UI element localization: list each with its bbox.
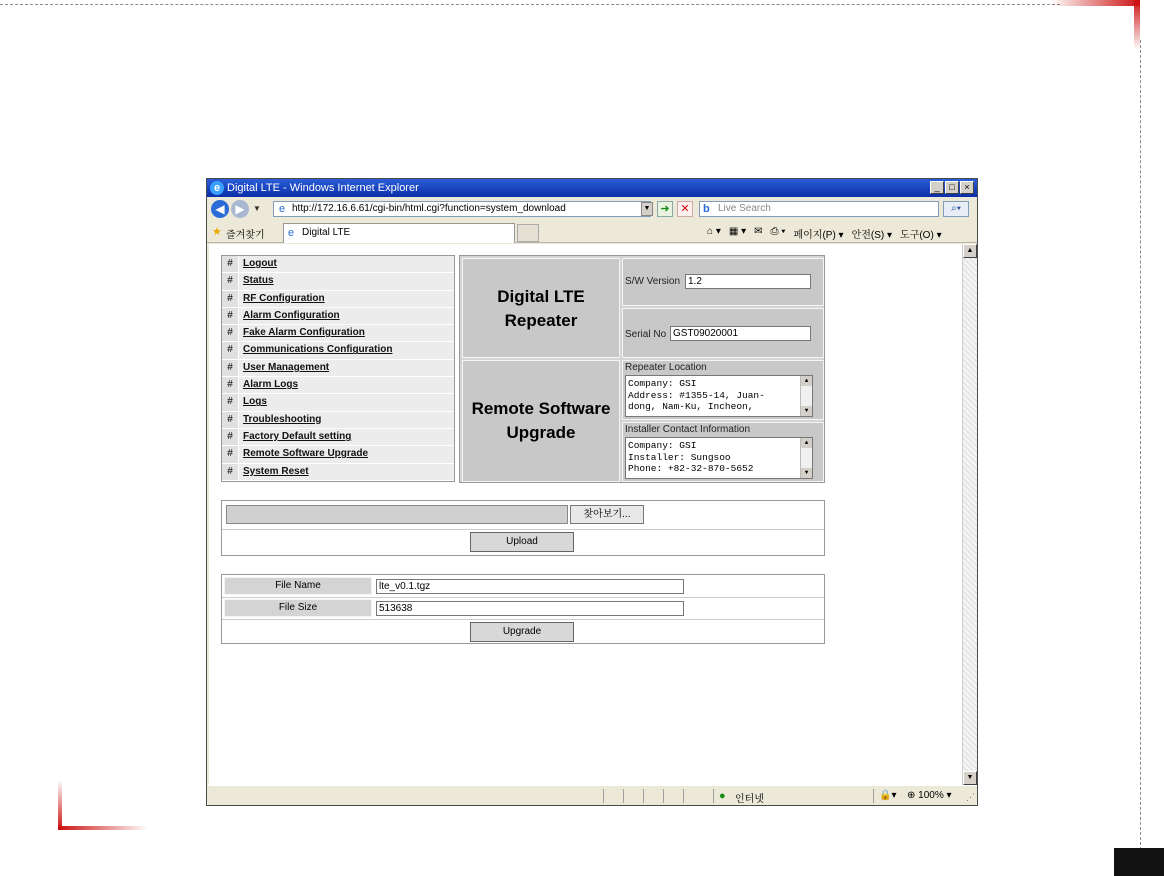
menu-bullet: # [222,429,239,445]
status-divider [873,789,874,803]
scroll-up-icon[interactable]: ▲ [801,438,812,448]
live-search-logo-icon: b [703,203,710,215]
divider [222,529,824,530]
scroll-down-icon[interactable]: ▼ [801,468,812,478]
favorites-star-icon[interactable]: ★ [212,226,222,238]
minimize-button[interactable]: _ [930,181,944,194]
status-divider [713,789,714,803]
upload-button[interactable]: Upload [470,532,574,552]
print-icon[interactable]: ⎙ ▾ [770,226,786,237]
search-placeholder: Live Search [718,203,771,214]
device-info-panel [459,255,825,483]
tools-menu[interactable]: 도구(O) ▾ [900,230,942,241]
url-dropdown-icon[interactable]: ▼ [641,202,653,216]
tab-bar [207,221,977,243]
page-border-right [1140,40,1141,860]
divider [222,597,824,598]
feeds-icon[interactable]: ▦ ▾ [728,226,747,237]
menu-bullet: # [222,291,239,307]
scroll-up-icon[interactable]: ▲ [963,244,977,258]
corner-accent-top-right [1050,0,1140,6]
file-size-field[interactable]: 513638 [376,601,684,616]
menu-link[interactable]: RF Configuration [243,292,325,304]
file-size-label: File Size [224,599,372,617]
history-dropdown-icon[interactable]: ▼ [253,204,261,213]
menu-bullet: # [222,273,239,289]
tab-digital-lte[interactable] [283,223,515,243]
location-cell [622,360,824,420]
installer-line: Company: GSI [628,440,697,451]
upload-form [221,500,825,556]
page-scrollbar[interactable] [962,244,977,785]
menu-link[interactable]: Remote Software Upgrade [243,448,369,460]
page-viewport [209,244,977,785]
status-bar [207,785,977,805]
menu-bullet: # [222,377,239,393]
product-name-line2: Repeater [504,311,578,330]
back-icon[interactable]: ◀ [211,200,229,218]
menu-bullet: # [222,256,239,272]
scroll-down-icon[interactable]: ▼ [801,406,812,416]
menu-bullet: # [222,446,239,462]
menu-item-logout[interactable] [222,256,454,273]
menu-link[interactable]: Communications Configuration [243,344,393,356]
new-tab-button[interactable] [517,224,539,242]
ie-logo-icon: e [210,181,224,195]
zoom-icon: ⊕ [907,790,919,801]
location-label: Repeater Location [625,362,707,373]
status-divider [603,789,604,803]
installer-label: Installer Contact Information [625,424,751,435]
menu-item-alarm-logs[interactable] [222,377,454,394]
serial-label: Serial No [625,329,667,340]
title-bar [207,179,977,197]
favorites-label[interactable]: 즐겨찾기 [226,230,265,241]
home-icon[interactable]: ⌂ ▾ [707,226,721,237]
menu-bullet: # [222,342,239,358]
stop-icon[interactable]: ✕ [677,201,693,217]
location-scrollbar[interactable] [800,376,812,416]
sw-version-label: S/W Version [625,276,681,287]
go-icon[interactable]: ➜ [657,201,673,217]
browse-button[interactable]: 찾아보기... [570,505,644,524]
menu-item-logs[interactable] [222,394,454,411]
scroll-down-icon[interactable]: ▼ [963,771,977,785]
product-name-line1: Digital LTE [497,287,585,306]
window-title: Digital LTE - Windows Internet Explorer [227,182,419,194]
file-path-input[interactable] [226,505,568,524]
menu-item-user-management[interactable] [222,360,454,377]
file-name-field[interactable]: lte_v0.1.tgz [376,579,684,594]
search-icon[interactable]: ⌕▾ [943,201,969,217]
menu-item-communications-configuration[interactable] [222,342,454,359]
nav-menu [221,255,455,482]
internet-zone-icon: ● [719,790,726,802]
menu-item-status[interactable] [222,273,454,290]
menu-link[interactable]: Status [243,275,274,287]
tab-page-icon: e [288,227,295,239]
zone-label: 인터넷 [735,794,764,805]
menu-bullet: # [222,308,239,324]
menu-link[interactable]: Fake Alarm Configuration [243,327,365,339]
menu-link[interactable]: System Reset [243,465,309,477]
section-title-line1: Remote Software [471,399,611,418]
search-input[interactable] [699,201,939,217]
file-info-form [221,574,825,644]
menu-item-remote-software-upgrade[interactable] [222,446,454,463]
location-line: dong, Nam-Ku, Incheon, [628,401,754,412]
menu-item-factory-default[interactable] [222,429,454,446]
menu-bullet: # [222,360,239,376]
corner-accent-bottom-left [58,826,148,830]
installer-line: Installer: Sungsoo [628,451,731,463]
status-divider [623,789,624,803]
page-icon: e [278,203,286,215]
location-line: Address: #1355-14, Juan- [628,389,765,401]
corner-accent-bottom-left-vertical [58,780,62,830]
status-divider [663,789,664,803]
installer-line: Phone: +82-32-870-5652 [628,463,754,474]
resize-grip-icon[interactable]: ⋰ [966,792,975,802]
serial-field: GST09020001 [670,326,811,341]
close-button[interactable]: × [960,181,974,194]
page-border-top [0,4,1060,5]
divider [222,619,824,620]
sw-version-cell [622,258,824,306]
menu-link[interactable]: Alarm Configuration [243,309,340,321]
page-menu[interactable]: 페이지(P) ▾ [793,230,844,241]
protected-mode-icon[interactable]: 🔒▾ [879,790,897,801]
url-input[interactable] [273,201,651,217]
file-name-label: File Name [224,577,372,595]
browser-window [206,178,978,806]
zoom-control[interactable]: ⊕ 100% ▾ [907,790,952,801]
mail-icon[interactable]: ✉ [754,226,763,237]
menu-link[interactable]: User Management [243,361,330,373]
upgrade-button[interactable]: Upgrade [470,622,574,642]
address-bar [207,198,977,220]
menu-link[interactable]: Logs [243,396,267,408]
menu-item-rf-configuration[interactable] [222,291,454,308]
menu-item-alarm-configuration[interactable] [222,308,454,325]
menu-bullet: # [222,325,239,341]
installer-textarea[interactable] [625,437,813,479]
installer-scrollbar[interactable] [800,438,812,478]
menu-item-troubleshooting[interactable] [222,412,454,429]
section-title-line2: Upgrade [506,423,576,442]
zoom-value: 100% [918,790,944,801]
menu-link[interactable]: Logout [243,258,277,269]
sw-version-field: 1.2 [685,274,811,289]
product-name-cell [462,258,620,358]
tab-title: Digital LTE [302,227,351,238]
forward-icon[interactable]: ▶ [231,200,249,218]
scroll-up-icon[interactable]: ▲ [801,376,812,386]
menu-item-fake-alarm-configuration[interactable] [222,325,454,342]
menu-link[interactable]: Troubleshooting [243,413,322,425]
menu-bullet: # [222,464,239,480]
section-title-cell [462,360,620,482]
url-text: http://172.16.6.61/cgi-bin/html.cgi?function=system_download [292,203,566,214]
location-textarea[interactable] [625,375,813,417]
location-line: Company: GSI [628,378,697,389]
menu-link[interactable]: Factory Default setting [243,430,352,442]
maximize-button[interactable]: □ [945,181,959,194]
page-number-box [1114,848,1164,876]
menu-item-system-reset[interactable] [222,464,454,481]
installer-cell [622,422,824,482]
menu-bullet: # [222,412,239,428]
menu-link[interactable]: Alarm Logs [243,379,299,391]
status-divider [643,789,644,803]
menu-bullet: # [222,394,239,410]
command-bar [707,226,942,241]
safety-menu[interactable]: 안전(S) ▾ [851,230,893,241]
corner-accent-top-right-vertical [1134,0,1140,50]
serial-cell [622,308,824,358]
status-divider [683,789,684,803]
